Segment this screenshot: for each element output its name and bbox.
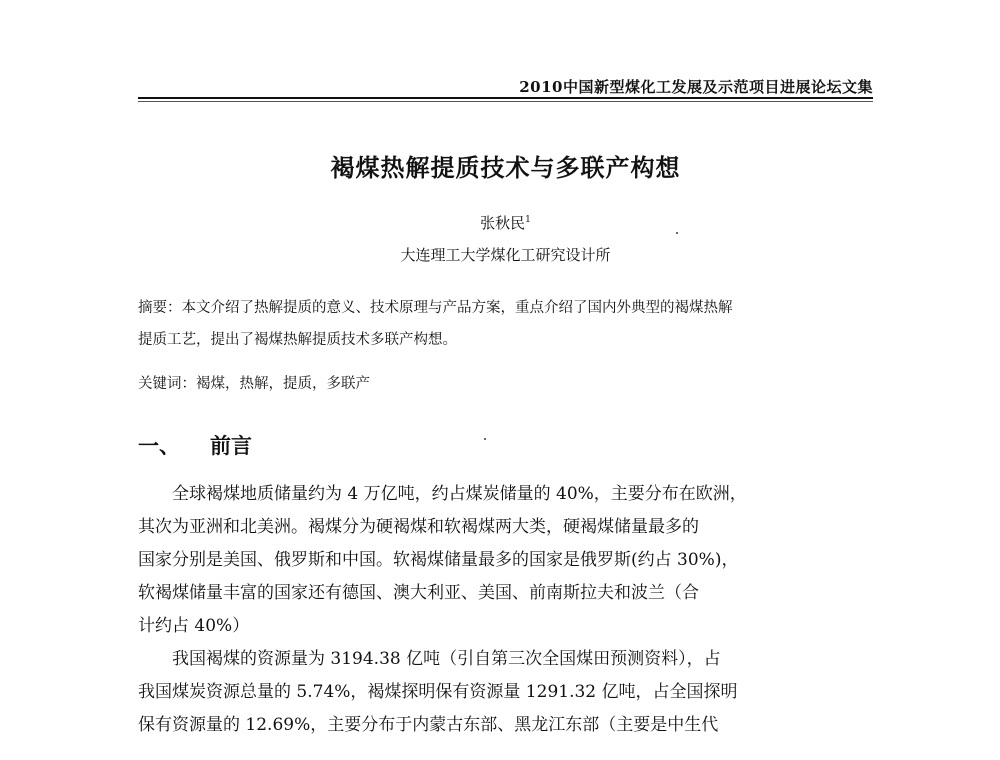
section-heading xyxy=(138,430,252,460)
author-name: 张秋民 xyxy=(480,214,526,232)
body-line-7: 我国煤炭资源总量的 5.74%，褐煤探明保有资源量 1291.32 亿吨，占全国探明 xyxy=(138,682,738,702)
abstract-line-2: 提质工艺，提出了褐煤热解提质技术多联产构想。 xyxy=(138,332,457,348)
author-superscript: 1 xyxy=(525,215,531,225)
body-line-6: 我国褐煤的资源量为 3194.38 亿吨（引自第三次全国煤田预测资料），占 xyxy=(172,649,721,669)
affiliation: 大连理工大学煤化工研究设计所 xyxy=(400,246,611,264)
keywords: 关键词：褐煤，热解，提质，多联产 xyxy=(138,376,370,392)
author-line xyxy=(138,212,873,233)
body-line-5: 计约占 40%） xyxy=(138,616,250,636)
abstract xyxy=(138,292,873,356)
body-text xyxy=(138,478,873,742)
body-line-8: 保有资源量的 12.69%，主要分布于内蒙古东部、黑龙江东部（主要是中生代 xyxy=(138,715,719,735)
scan-speck xyxy=(484,438,486,440)
header-rule-thin xyxy=(138,101,873,102)
header-rule xyxy=(138,97,873,99)
section-title: 前言 xyxy=(210,433,252,458)
section-number: 一、 xyxy=(138,433,180,458)
paper-title: 褐煤热解提质技术与多联产构想 xyxy=(330,153,681,182)
body-line-3: 国家分别是美国、俄罗斯和中国。软褐煤储量最多的国家是俄罗斯(约占 30%)， xyxy=(138,550,739,570)
abstract-line-1: 摘要：本文介绍了热解提质的意义、技术原理与产品方案，重点介绍了国内外典型的褐煤热解 xyxy=(138,300,733,316)
body-line-2: 其次为亚洲和北美洲。褐煤分为硬褐煤和软褐煤两大类，硬褐煤储量最多的 xyxy=(138,517,699,537)
body-line-1: 全球褐煤地质储量约为 4 万亿吨，约占煤炭储量的 40%，主要分布在欧洲， xyxy=(172,484,747,504)
scan-speck xyxy=(676,232,678,234)
running-header: 2010中国新型煤化工发展及示范项目进展论坛文集 xyxy=(519,78,873,96)
body-line-4: 软褐煤储量丰富的国家还有德国、澳大利亚、美国、前南斯拉夫和波兰（合 xyxy=(138,583,699,603)
